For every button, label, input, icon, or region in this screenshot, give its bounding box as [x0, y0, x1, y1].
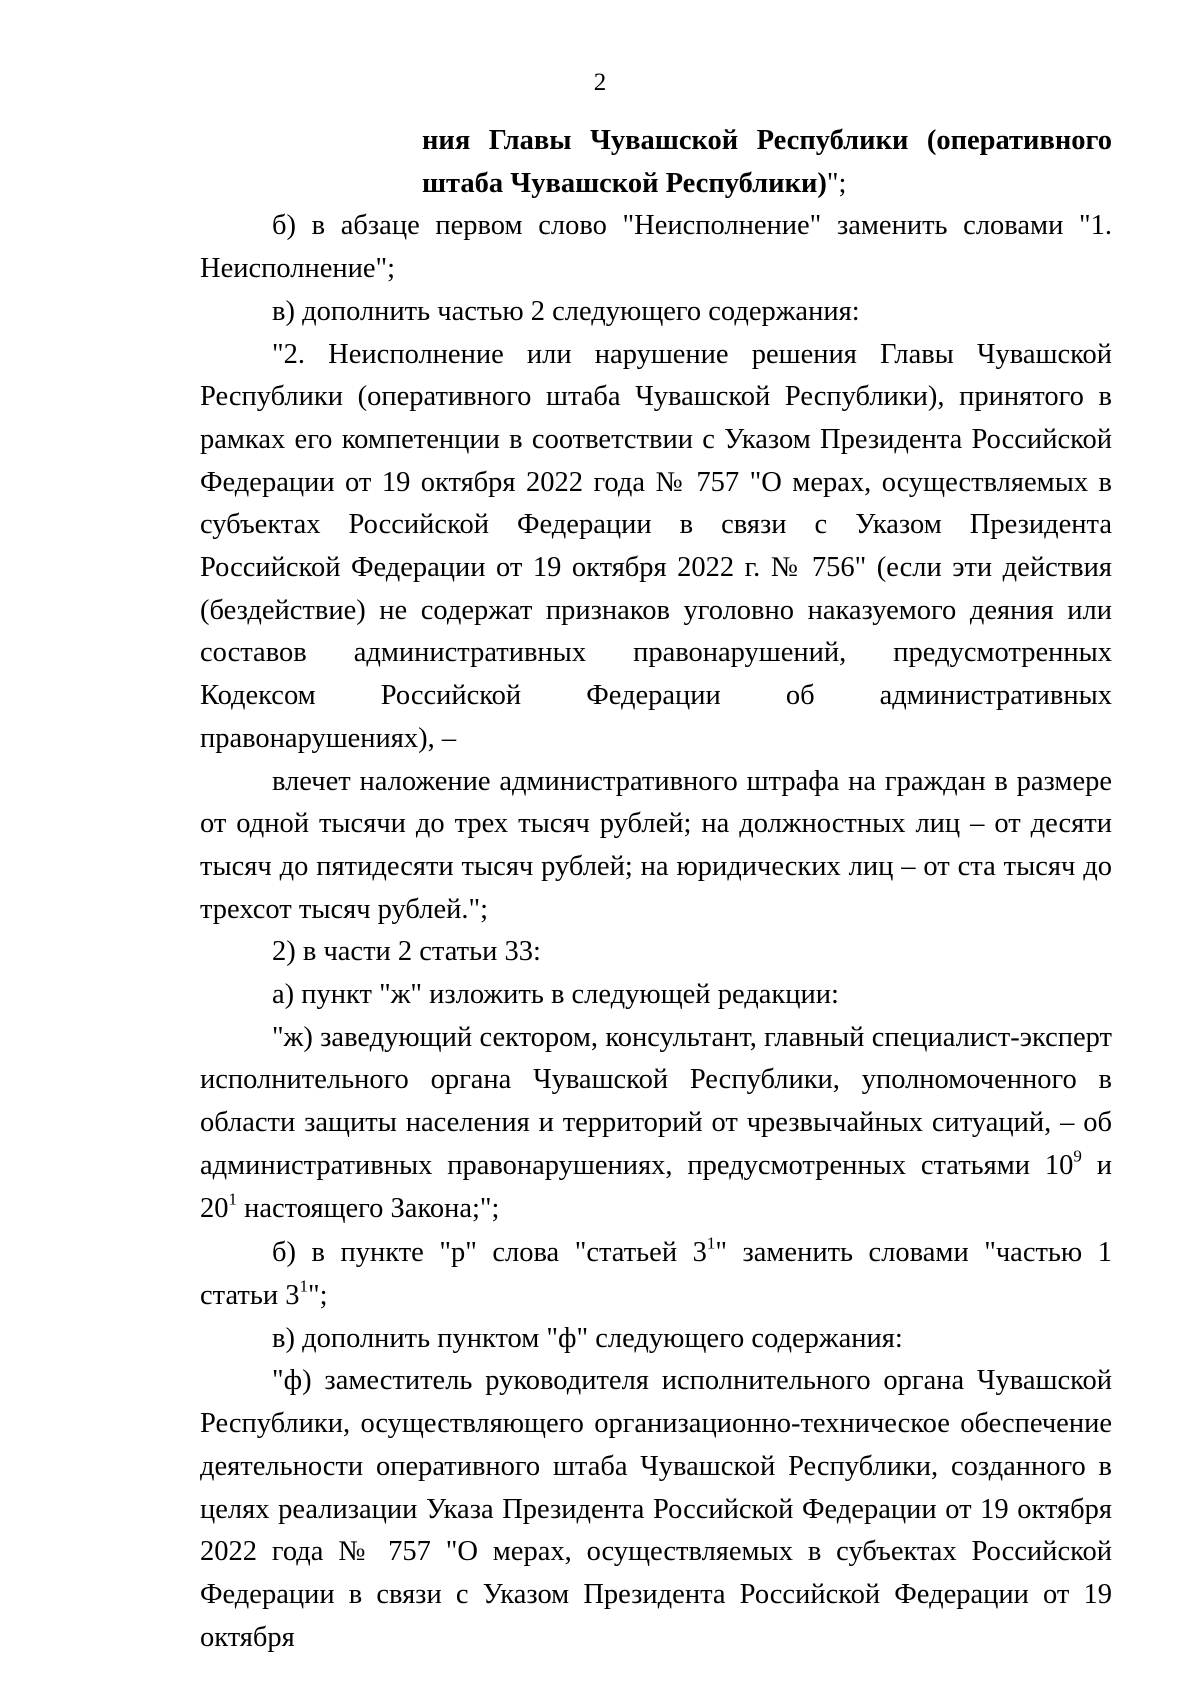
paragraph-6: а) пункт "ж" изложить в следующей редакции: [272, 979, 839, 1011]
paragraph-10: "ф) заместитель руководителя исполнительного органа Чувашской Республики, осуществляющего организационно-техническое обеспечение деятельности оперативного штаба Чувашской Республики, созданного в целях реализации Указа Президента Российской Федерации от 19 октября 2022 года № 757 "О мерах, осуществляемых в субъектах Российской Федерации в связи с Указом Президента Российской Федерации от 19 октября [200, 1365, 1112, 1653]
paragraph-5: 2) в части 2 статьи 33: [272, 936, 541, 968]
paragraph-3: "2. Неисполнение или нарушение решения Главы Чувашской Республики (оперативного штаба Чувашской Республики), принятого в рамках его компетенции в соответствии с Указом Президента Российской Федерации от 19 октября 2022 года № 757 "О мерах, осуществляемых в субъектах Российской Федерации в связи с Указом Президента Российской Федерации от 19 октября 2022 г. № 756" (если эти действия (бездействие) не содержат признаков уголовно наказуемого деяния или составов административных правонарушений, предусмотренных Кодексом Российской Федерации об административных правонарушениях), – [200, 338, 1112, 754]
superscript: 1 [228, 1188, 237, 1208]
paragraph-8-text-c: "; [307, 1279, 328, 1311]
paragraph-7 [200, 1017, 1112, 1231]
paragraph-1: б) в абзаце первом слово "Неисполнение" заменить словами "1. Неисполнение"; [200, 210, 1112, 285]
superscript: 1 [706, 1233, 716, 1253]
page-number: 2 [593, 69, 607, 96]
document-body [200, 120, 1112, 1659]
paragraph-4: влечет наложение административного штрафа на граждан в размере от одной тысячи до трех тысяч рублей; на должностных лиц – от десяти тысяч до пятидесяти тысяч рублей; на юридических лиц – от ста тысяч до трехсот тысяч рублей."; [200, 765, 1112, 925]
paragraph-7-text-a: "ж) заведующий сектором, консультант, главный специалист-эксперт исполнительного органа Чувашской Республики, уполномоченного в области защиты населения и территорий от чрезвычайных ситуаций, – об административных правонарушениях, предусмотренных статьями 10 [200, 1021, 1112, 1181]
superscript: 9 [1073, 1146, 1082, 1166]
paragraph-7-text-b: и 20 [200, 1149, 1112, 1224]
paragraph-8-text-a: б) в пункте "р" слова "статьей 3 [272, 1237, 707, 1269]
heading-text: ния Главы Чувашской Республики (оперативного штаба Чувашской Республики) [422, 125, 1112, 199]
paragraph-8 [200, 1232, 1112, 1317]
superscript: 1 [299, 1276, 308, 1296]
heading-continuation [422, 120, 1112, 205]
paragraph-2: в) дополнить частью 2 следующего содержания: [272, 295, 860, 327]
paragraph-8-text-b: " заменить словами "частью 1 статьи 3 [200, 1237, 1112, 1311]
paragraph-7-text-c: настоящего Закона;"; [237, 1192, 500, 1224]
paragraph-9: в) дополнить пунктом "ф" следующего содержания: [272, 1322, 903, 1354]
heading-tail: "; [826, 167, 847, 199]
